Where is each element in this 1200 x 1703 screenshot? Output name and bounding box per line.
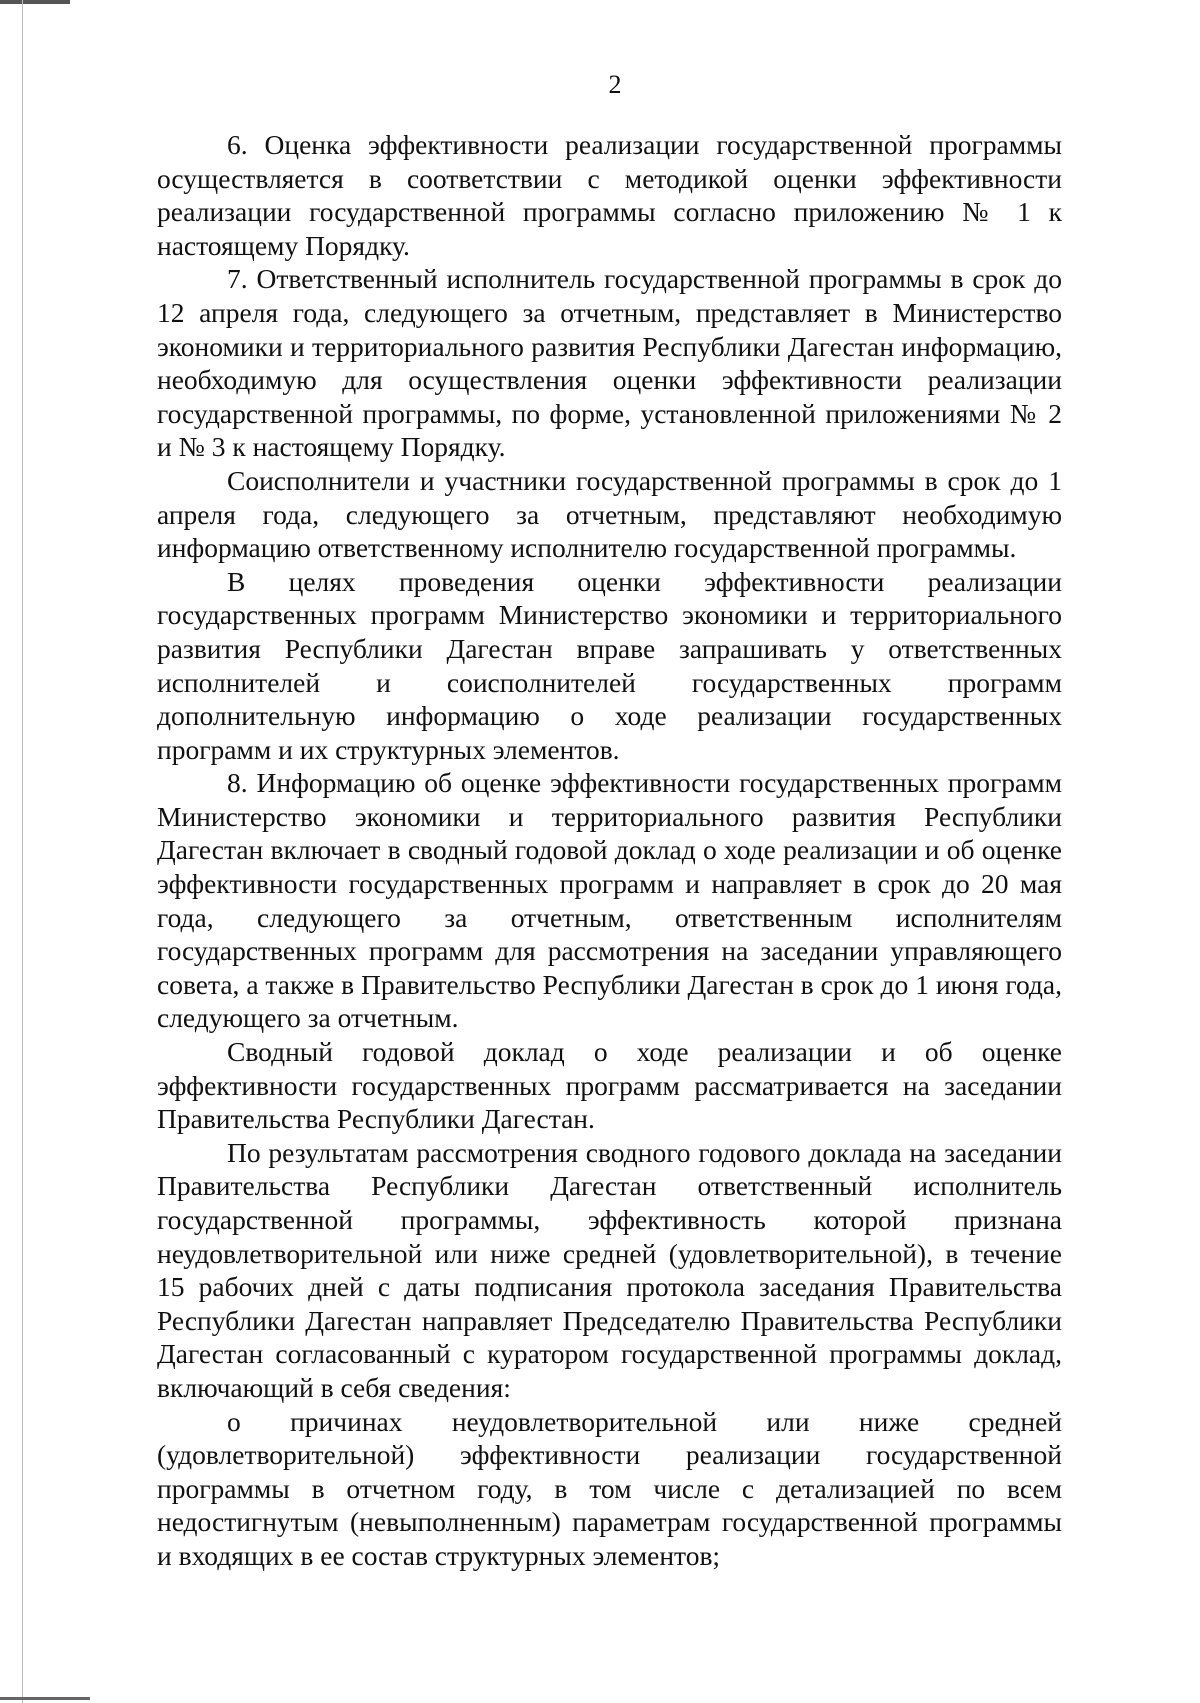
- paragraph-6-evaluation: 6. Оценка эффективности реализации государственной программы осуществляется в соответствии с методикой оценки эффективности реализации государственной программы согласно приложению № 1 к настоящему Порядку.: [157, 129, 1062, 261]
- scan-edge-bottom: [0, 1697, 90, 1700]
- page-number: 2: [608, 70, 622, 99]
- paragraph-8-summary-report: 8. Информацию об оценке эффективности государственных программ Министерство экономики и территориального развития Республики Дагестан включает в сводный годовой доклад о ходе реализации и об оценке эффективности государственных программ и направляет в срок до 20 мая года, следующего за отчетным, ответственным исполнителям государственных программ для рассмотрения на заседании управляющего совета, а также в Правительство Республики Дагестан в срок до 1 июня года, следующего за отчетным.: [157, 767, 1062, 1034]
- paragraph-report-review: Сводный годовой доклад о ходе реализации и об оценке эффективности государственных программ рассматривается на заседании Правительства Республики Дагестан.: [157, 1036, 1062, 1135]
- paragraph-ministry-request: В целях проведения оценки эффективности реализации государственных программ Министерство экономики и территориального развития Республики Дагестан вправе запрашивать у ответственных исполнителей и соисполнителей государственных программ дополнительную информацию о ходе реализации государственных программ и их структурных элементов.: [157, 565, 1062, 765]
- paragraph-co-executors: Соисполнители и участники государственной программы в срок до 1 апреля года, следующего за отчетным, представляют необходимую информацию ответственному исполнителю государственной программы.: [157, 464, 1062, 564]
- scan-edge-top: [0, 0, 70, 4]
- document-body: [157, 128, 1062, 1573]
- scan-edge-left: [22, 0, 23, 1703]
- paragraph-7-responsible-executor: 7. Ответственный исполнитель государственной программы в срок до 12 апреля года, следующего за отчетным, представляет в Министерство экономики и территориального развития Республики Дагестан информацию, необходимую для осуществления оценки эффективности реализации государственной программы, по форме, установленной приложениями № 2 и № 3 к настоящему Порядку.: [157, 263, 1062, 463]
- paragraph-review-results: По результатам рассмотрения сводного годового доклада на заседании Правительства Республики Дагестан ответственный исполнитель государственной программы, эффективность которой признана неудовлетворительной или ниже средней (удовлетворительной), в течение 15 рабочих дней с даты подписания протокола заседания Правительства Республики Дагестан направляет Председателю Правительства Республики Дагестан согласованный с куратором государственной программы доклад, включающий в себя сведения:: [157, 1136, 1062, 1403]
- paragraph-reasons-list-item: о причинах неудовлетворительной или ниже средней (удовлетворительной) эффективности реализации государственной программы в отчетном году, в том числе с детализацией по всем недостигнутым (невыполненным) параметрам государственной программы и входящих в ее состав структурных элементов;: [157, 1405, 1062, 1571]
